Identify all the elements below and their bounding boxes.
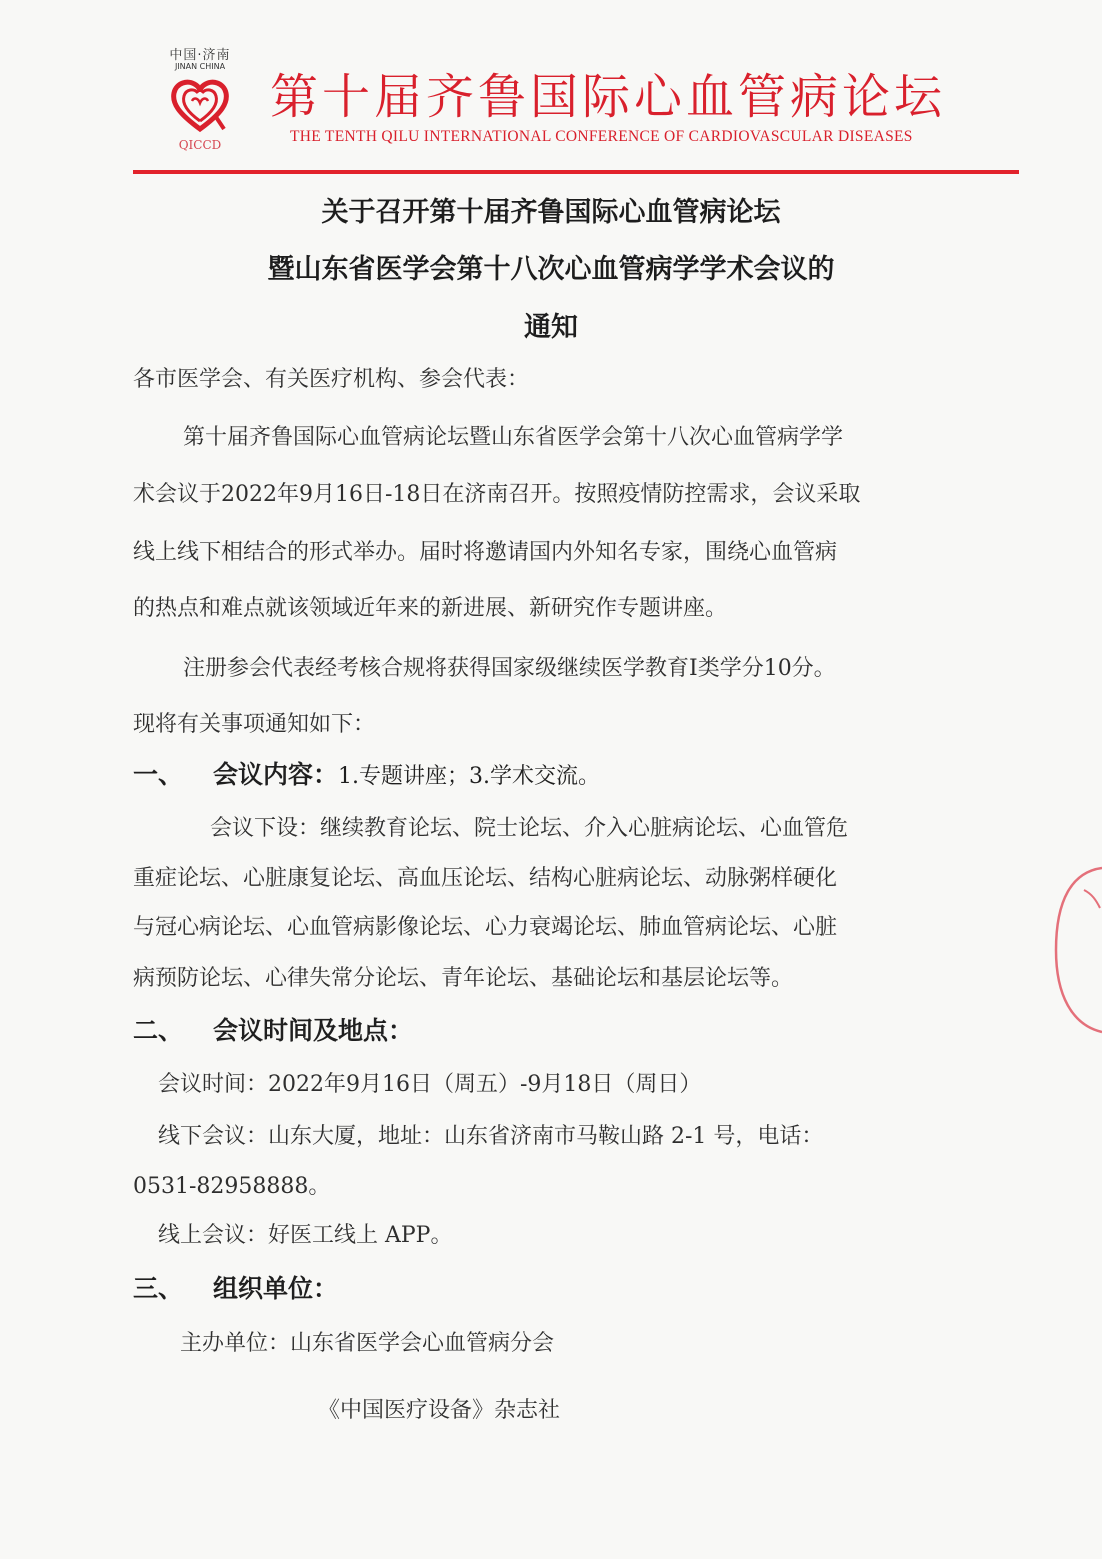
credit-paragraph-line: 注册参会代表经考核合规将获得国家级继续医学教育Ⅰ类学分10分。 <box>183 656 836 681</box>
header-divider <box>133 170 1019 174</box>
section-content: 1.专题讲座；3.学术交流。 <box>338 764 601 789</box>
section-1-line: 与冠心病论坛、心血管病影像论坛、心力衰竭论坛、肺血管病论坛、心脏 <box>133 915 838 940</box>
section-1-heading <box>133 760 600 792</box>
venue-phone: 0531-82958888。 <box>133 1174 331 1199</box>
notice-title-line-3: 通知 <box>524 312 578 343</box>
intro-paragraph-line: 线上线下相结合的形式举办。届时将邀请国内外知名专家，围绕心血管病 <box>133 540 838 565</box>
intro-paragraph-line: 第十届齐鲁国际心血管病论坛暨山东省医学会第十八次心血管病学学 <box>183 425 844 450</box>
section-1-line: 病预防论坛、心律失常分论坛、青年论坛、基础论坛和基层论坛等。 <box>133 966 794 991</box>
section-label: 组织单位： <box>213 1274 339 1303</box>
logo-location-en: JINAN CHINA <box>174 62 226 71</box>
red-seal-stamp <box>1052 860 1102 1040</box>
conference-title-cn: 第十届齐鲁国际心血管病论坛 <box>270 69 947 125</box>
conference-logo <box>150 42 250 162</box>
section-1-line: 会议下设：继续教育论坛、院士论坛、介入心脏病论坛、心血管危 <box>210 816 849 841</box>
section-label: 会议时间及地点： <box>213 1016 414 1045</box>
section-2-heading <box>133 1016 413 1046</box>
letterhead <box>0 0 1102 180</box>
heart-logo-icon <box>168 77 232 135</box>
logo-abbreviation: QICCD <box>178 138 222 152</box>
host-organization: 主办单位：山东省医学会心血管病分会 <box>180 1331 555 1356</box>
online-meeting: 线上会议：好医工线上 APP。 <box>158 1223 453 1248</box>
intro-paragraph-line: 的热点和难点就该领域近年来的新进展、新研究作专题讲座。 <box>133 596 728 621</box>
intro-paragraph-line: 术会议于2022年9月16日-18日在济南召开。按照疫情防控需求，会议采取 <box>133 482 861 507</box>
logo-location-text: 中国·济南 <box>169 48 231 63</box>
section-label: 会议内容： <box>213 760 339 789</box>
notice-title-line-1: 关于召开第十届齐鲁国际心血管病论坛 <box>321 197 781 228</box>
notice-title-line-2: 暨山东省医学会第十八次心血管病学学术会议的 <box>267 254 835 285</box>
credit-paragraph-line: 现将有关事项通知如下： <box>133 712 376 737</box>
offline-venue: 线下会议：山东大厦，地址：山东省济南市马鞍山路 2-1 号，电话： <box>158 1124 824 1149</box>
section-number: 三、 <box>133 1274 184 1303</box>
host-organization-2: 《中国医疗设备》杂志社 <box>318 1398 561 1423</box>
section-number: 一、 <box>133 760 184 789</box>
section-number: 二、 <box>133 1016 184 1045</box>
conference-title-en: THE TENTH QILU INTERNATIONAL CONFERENCE OF CARDIOVASCULAR DISEASES <box>290 128 913 145</box>
section-1-line: 重症论坛、心脏康复论坛、高血压论坛、结构心脏病论坛、动脉粥样硬化 <box>133 866 838 891</box>
section-3-heading <box>133 1274 338 1304</box>
salutation: 各市医学会、有关医疗机构、参会代表： <box>133 367 530 392</box>
meeting-time: 会议时间：2022年9月16日（周五）-9月18日（周日） <box>158 1072 702 1097</box>
